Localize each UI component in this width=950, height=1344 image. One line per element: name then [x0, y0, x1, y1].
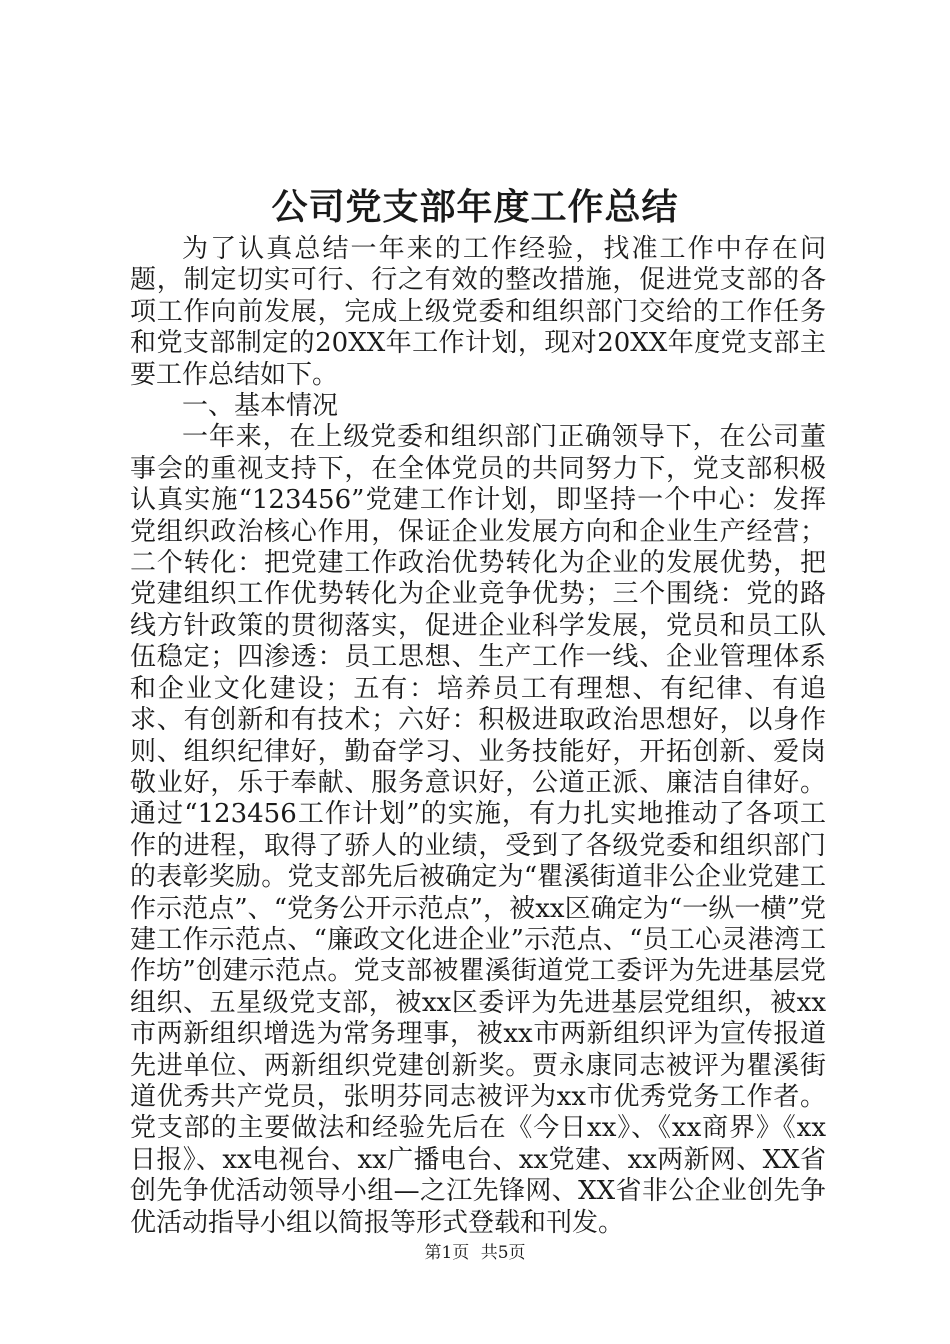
page-total: 共5页 — [480, 1243, 526, 1263]
page-number: 第1页 — [424, 1243, 470, 1263]
paragraph-basic-situation: 一年来，在上级党委和组织部门正确领导下，在公司董事会的重视支持下，在全体党员的共同努力下，党支部积极认真实施“123456”党建工作计划，即坚持一个中心：发挥党组织政治核心作用，保证企业发展方向和企业生产经营；二个转化：把党建工作政治优势转化为企业的发展优势，把党建组织工作优势转化为企业竞争优势；三个围绕：党的路线方针政策的贯彻落实，促进企业科学发展，党员和员工队伍稳定；四渗透：员工思想、生产工作一线、企业管理体系和企业文化建设；五有：培养员工有理想、有纪律、有追求、有创新和有技术；六好：积极进取政治思想好，以身作则、组织纪律好，勤奋学习、业务技能好，开拓创新、爱岗敬业好，乐于奉献、服务意识好，公道正派、廉洁自律好。通过“123456工作计划”的实施，有力扎实地推动了各项工作的进程，取得了骄人的业绩，受到了各级党委和组织部门的表彰奖励。党支部先后被确定为“瞿溪街道非公企业党建工作示范点”、“党务公开示范点”，被xx区确定为“一纵一横”党建工作示范点、“廉政文化进企业”示范点、“员工心灵港湾工作坊”创建示范点。党支部被瞿溪街道党工委评为先进基层党组织、五星级党支部，被xx区委评为先进基层党组织，被xx市两新组织增选为常务理事，被xx市两新组织评为宣传报道先进单位、两新组织党建创新奖。贾永康同志被评为瞿溪街道优秀共产党员，张明芬同志被评为xx市优秀党务工作者。党支部的主要做法和经验先后在《今日xx》、《xx商界》《xx日报》、xx电视台、xx广播电台、xx党建、xx两新网、XX省创先争优活动领导小组—之江先锋网、XX省非公企业创先争优活动指导小组以简报等形式登载和刊发。 — [130, 422, 826, 1238]
document-body — [130, 234, 826, 1239]
section-heading-basic-situation: 一、基本情况 — [182, 391, 339, 422]
paragraph-intro: 为了认真总结一年来的工作经验，找准工作中存在问题，制定切实可行、行之有效的整改措施，促进党支部的各项工作向前发展，完成上级党委和组织部门交给的工作任务和党支部制定的20XX年工作计划，现对20XX年度党支部主要工作总结如下。 — [130, 234, 826, 390]
page-footer — [0, 1241, 950, 1265]
document-title: 公司党支部年度工作总结 — [271, 186, 679, 228]
